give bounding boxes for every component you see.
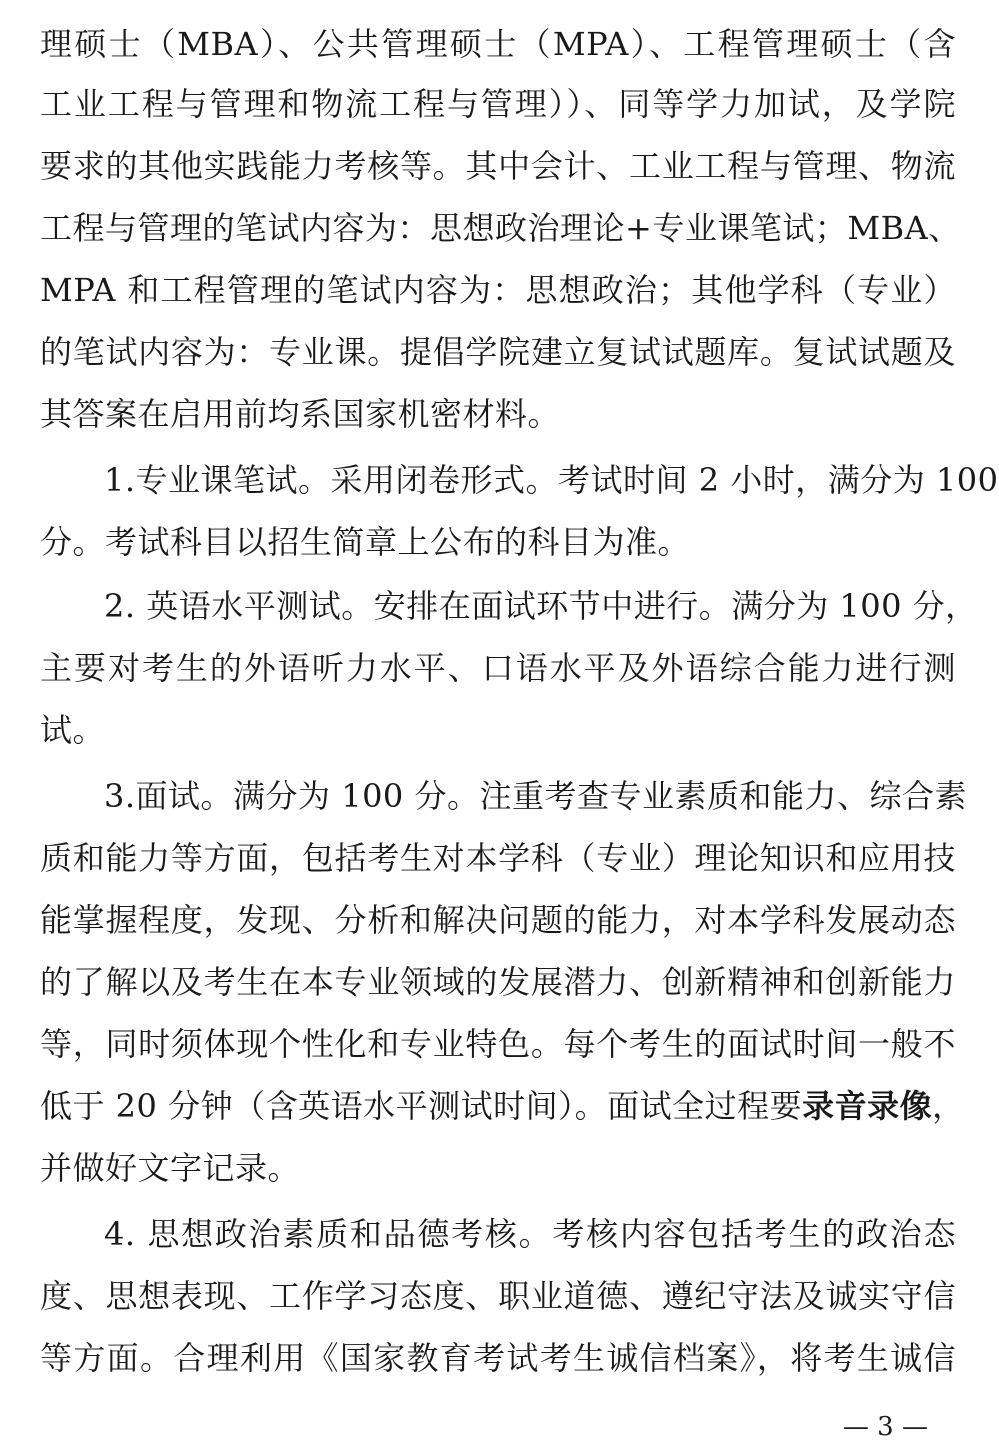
text-line-18-punct: ， (932, 1087, 965, 1125)
text-line-19: 并做好文字记录。 (40, 1149, 301, 1187)
text-line-17: 等，同时须体现个性化和专业特色。每个考生的面试时间一般不 (40, 1025, 956, 1063)
text-line-8: 1.专业课笔试。采用闭卷形式。考试时间 2 小时，满分为 100 (104, 461, 999, 499)
page-number: — 3 — (842, 1412, 928, 1442)
text-line-22: 等方面。合理利用《国家教育考试考生诚信档案》，将考生诚信 (40, 1339, 956, 1377)
text-line-5: MPA 和工程管理的笔试内容为：思想政治；其他学科（专业） (40, 271, 956, 309)
text-line-18-main: 低于 20 分钟（含英语水平测试时间）。面试全过程要 (40, 1087, 803, 1125)
text-line-14: 质和能力等方面，包括考生对本学科（专业）理论知识和应用技 (40, 839, 956, 877)
text-line-4: 工程与管理的笔试内容为：思想政治理论+专业课笔试；MBA、 (40, 209, 961, 247)
emphasized-text: 录音录像 (802, 1087, 933, 1125)
text-line-2: 工业工程与管理和物流工程与管理））、同等学力加试，及学院 (40, 85, 956, 123)
text-line-6: 的笔试内容为：专业课。提倡学院建立复试试题库。复试试题及 (40, 333, 956, 371)
text-line-10: 2. 英语水平测试。安排在面试环节中进行。满分为 100 分， (104, 587, 978, 625)
text-line-3: 要求的其他实践能力考核等。其中会计、工业工程与管理、物流 (40, 147, 956, 185)
text-line-9: 分。考试科目以招生简章上公布的科目为准。 (40, 523, 691, 561)
text-line-7: 其答案在启用前均系国家机密材料。 (40, 395, 561, 433)
text-line-11: 主要对考生的外语听力水平、口语水平及外语综合能力进行测 (40, 649, 956, 687)
text-line-20: 4. 思想政治素质和品德考核。考核内容包括考生的政治态 (104, 1215, 956, 1253)
text-line-21: 度、思想表现、工作学习态度、职业道德、遵纪守法及诚实守信 (40, 1277, 956, 1315)
text-line-16: 的了解以及考生在本专业领域的发展潜力、创新精神和创新能力 (40, 963, 956, 1001)
text-line-13: 3.面试。满分为 100 分。注重考查专业素质和能力、综合素 (104, 777, 967, 815)
text-line-15: 能掌握程度，发现、分析和解决问题的能力，对本学科发展动态 (40, 901, 956, 939)
text-line-18 (40, 1076, 965, 1136)
text-line-1: 理硕士（MBA）、公共管理硕士（MPA）、工程管理硕士（含 (40, 25, 956, 63)
text-line-12: 试。 (40, 711, 106, 749)
